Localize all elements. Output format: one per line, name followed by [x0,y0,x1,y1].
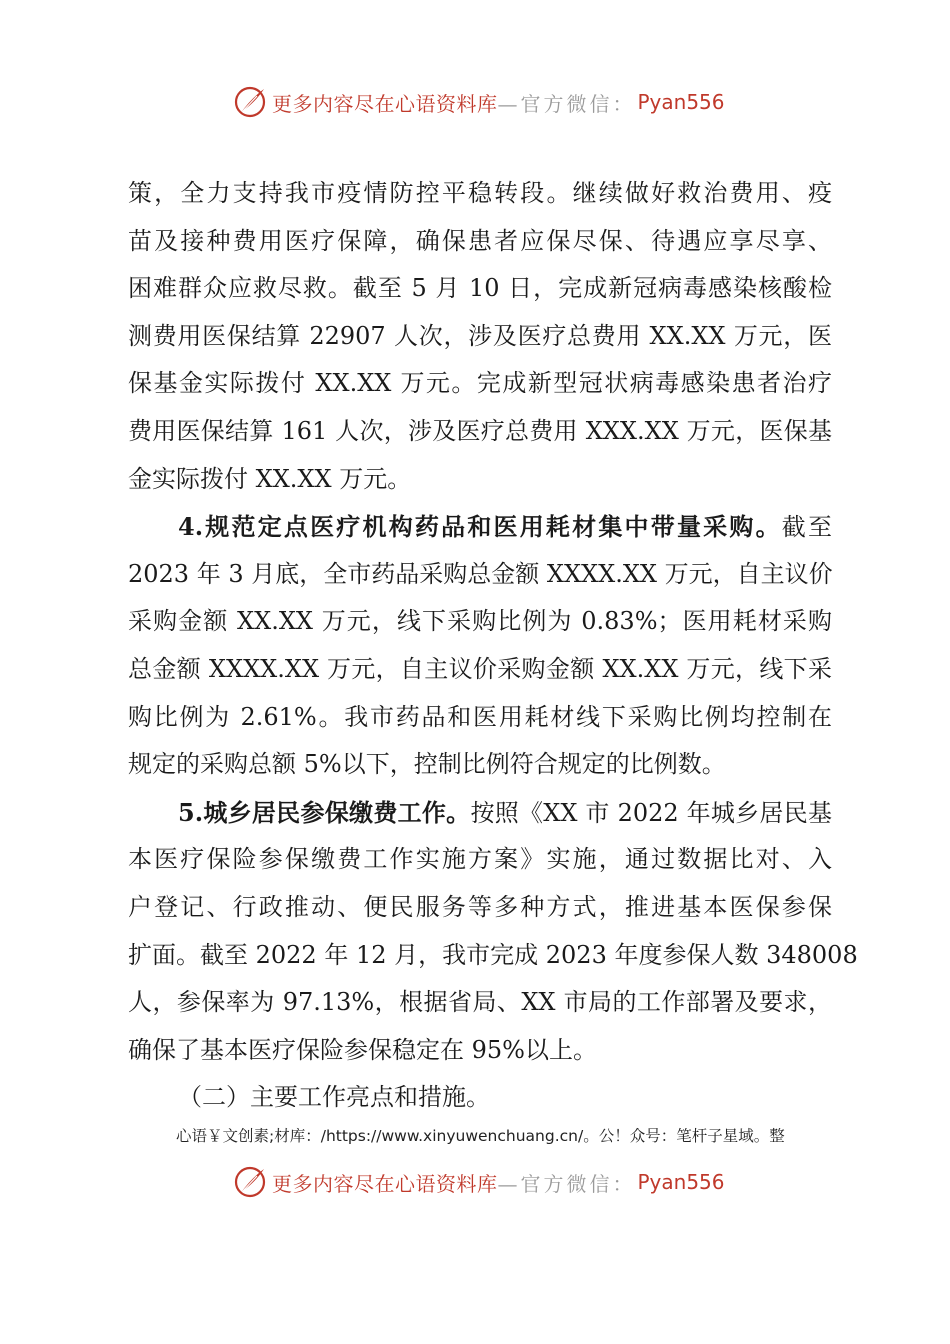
body-line: 苗及接种费用医疗保障，确保患者应保尽保、待遇应享尽享、 [128,226,832,255]
footer-banner [232,1162,725,1202]
body-line: 保基金实际拨付 XX.XX 万元。完成新型冠状病毒感染患者治疗 [128,369,832,398]
paragraph-4-first-line [128,503,832,551]
body-line: 人，参保率为 97.13%，根据省局、XX 市局的工作部署及要求， [128,988,832,1017]
body-line: 户登记、行政推动、便民服务等多种方式，推进基本医保参保 [128,892,832,921]
body-line: 费用医保结算 161 人次，涉及医疗总费用 XXX.XX 万元，医保基 [128,416,832,445]
paragraph-4-heading: 4.规范定点医疗机构药品和医用耗材集中带量采购。 [178,512,782,542]
paragraph-5-heading: 5.城乡居民参保缴费工作。 [178,797,471,827]
body-line: 金实际拨付 XX.XX 万元。 [128,464,412,493]
body-line: 策，全力支持我市疫情防控平稳转段。继续做好救治费用、疫 [128,179,832,207]
header-banner [232,82,725,122]
body-line: 购比例为 2.61%。我市药品和医用耗材线下采购比例均控制在 [128,702,832,731]
body-line: 确保了基本医疗保险参保稳定在 95%以上。 [128,1035,597,1064]
site-name: 更多内容尽在心语资料库 [272,91,498,116]
quill-logo-icon [232,1164,268,1200]
wechat-label: —官方微信： [497,91,636,116]
document-body [128,170,858,1122]
wechat-id: Pyan556 [637,1170,725,1194]
body-line: 困难群众应救尽救。截至 5 月 10 日，完成新冠病毒感染核酸检 [128,274,832,303]
footer-note: 心语￥文创素;材库：/https://www.xinyuwenchuang.cn/。公！众号：笔杆子星域。整 [176,1127,785,1145]
quill-logo-icon [232,84,268,120]
paragraph-5-first-line [128,789,832,837]
site-name: 更多内容尽在心语资料库 [272,1171,498,1196]
body-line: 总金额 XXXX.XX 万元，自主议价采购金额 XX.XX 万元，线下采 [128,654,832,683]
paragraph-4-text: 截至 [781,513,833,542]
body-line: 2023 年 3 月底，全市药品采购总金额 XXXX.XX 万元，自主议价 [128,559,833,588]
wechat-label: —官方微信： [497,1171,636,1196]
body-line: 测费用医保结算 22907 人次，涉及医疗总费用 XX.XX 万元，医 [128,321,832,350]
body-line: 扩面。截至 2022 年 12 月，我市完成 2023 年度参保人数 348008 [128,940,858,969]
body-line: 采购金额 XX.XX 万元，线下采购比例为 0.83%；医用耗材采购 [128,607,832,636]
body-line: 规定的采购总额 5%以下，控制比例符合规定的比例数。 [128,750,726,779]
section-heading: （二）主要工作亮点和措施。 [178,1083,490,1112]
paragraph-5-text: 按照《XX 市 2022 年城乡居民基 [470,798,832,827]
body-line: 本医疗保险参保缴费工作实施方案》实施，通过数据比对、入 [128,845,832,874]
wechat-id: Pyan556 [637,90,725,114]
